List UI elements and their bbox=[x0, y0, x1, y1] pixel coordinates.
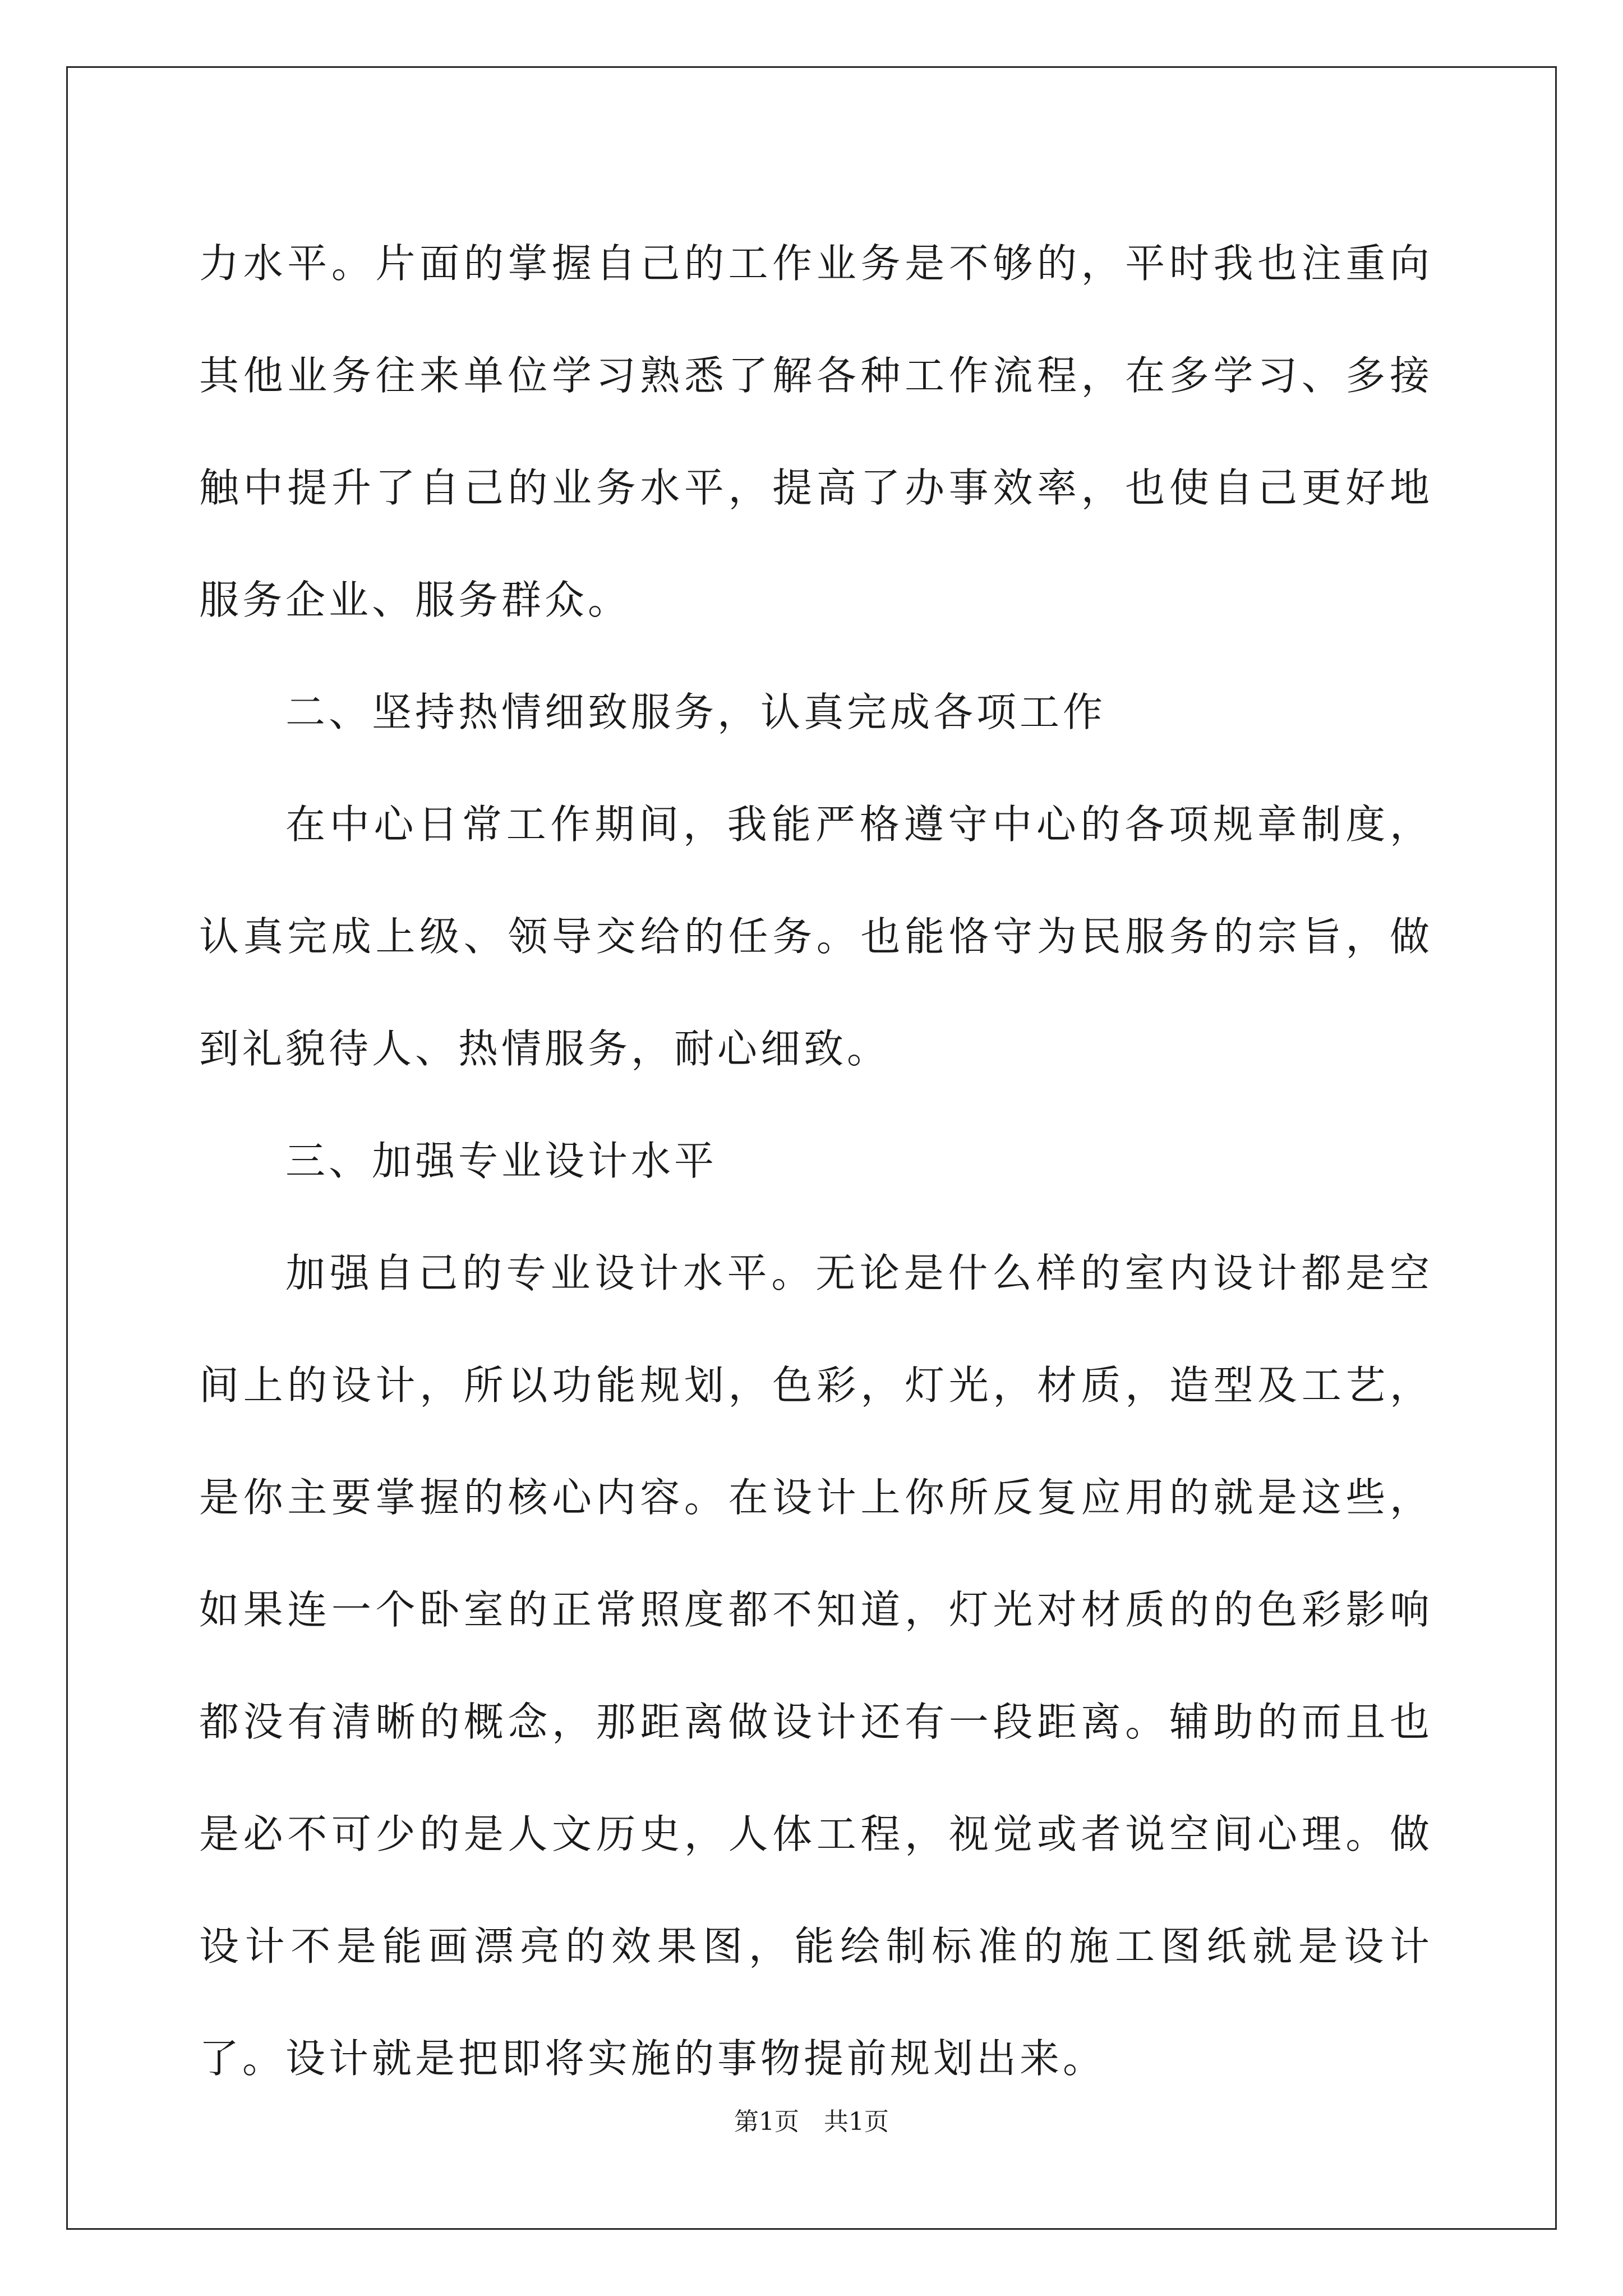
document-body bbox=[199, 208, 1433, 2115]
section-heading-2: 二、坚持热情细致服务，认真完成各项工作 bbox=[285, 689, 1106, 735]
page-number-footer: 第1页 共1页 bbox=[734, 2108, 889, 2136]
paragraph-1: 力水平。片面的掌握自己的工作业务是不够的，平时我也注重向其他业务往来单位学习熟悉了解各种工作流程，在多学习、多接触中提升了自己的业务水平，提高了办事效率，也使自己更好地服务企业、服务群众。 bbox=[199, 240, 1433, 623]
section-heading-3: 三、加强专业设计水平 bbox=[285, 1138, 718, 1184]
paragraph-2: 在中心日常工作期间，我能严格遵守中心的各项规章制度，认真完成上级、领导交给的任务。也能恪守为民服务的宗旨，做到礼貌待人、热情服务，耐心细致。 bbox=[199, 801, 1433, 1072]
paragraph-3: 加强自己的专业设计水平。无论是什么样的室内设计都是空间上的设计，所以功能规划，色彩，灯光，材质，造型及工艺，是你主要掌握的核心内容。在设计上你所反复应用的就是这些，如果连一个卧室的正常照度都不知道，灯光对材质的的色彩影响都没有清晰的概念，那距离做设计还有一段距离。辅助的而且也是必不可少的是人文历史，人体工程，视觉或者说空间心理。做设计不是能画漂亮的效果图，能绘制标准的施工图纸就是设计了。设计就是把即将实施的事物提前规划出来。 bbox=[199, 1250, 1433, 2082]
